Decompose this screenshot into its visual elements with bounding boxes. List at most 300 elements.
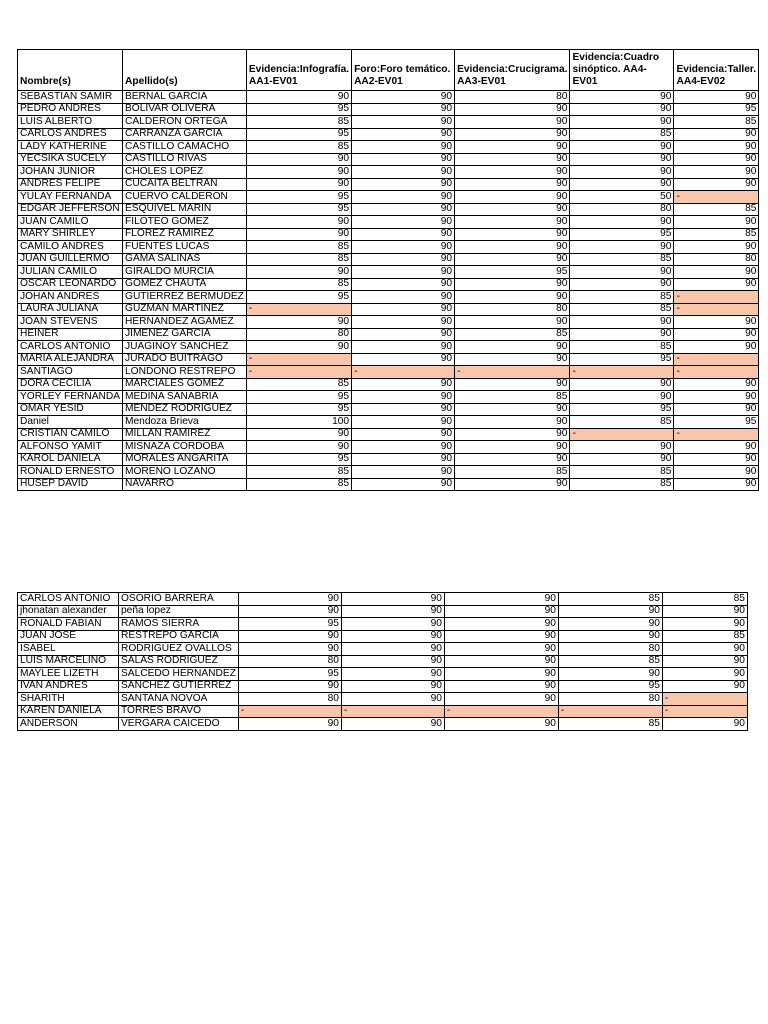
table-row [18, 216, 759, 229]
cell-nombre: KAREN DANIELA [18, 705, 119, 718]
cell-aa4-ev01: 90 [570, 166, 674, 179]
cell-aa2-ev01: 90 [352, 403, 455, 416]
cell-aa4-ev02: 90 [674, 341, 759, 354]
cell-nombre: YECSIKA SUCELY [18, 153, 123, 166]
cell-aa2-ev01: 90 [352, 228, 455, 241]
cell-aa1-ev01: 90 [246, 428, 351, 441]
cell-apellido: SANCHEZ GUTIERREZ [119, 680, 239, 693]
cell-aa4-ev02: 85 [674, 228, 759, 241]
cell-aa4-ev02: 90 [662, 605, 747, 618]
table-row [18, 655, 748, 668]
cell-aa2-ev01: 90 [352, 241, 455, 254]
cell-apellido: CASTILLO CAMACHO [123, 141, 247, 154]
cell-aa2-ev01: - [341, 705, 444, 718]
cell-apellido: RAMOS SIERRA [119, 618, 239, 631]
cell-aa3-ev01: 90 [444, 693, 558, 706]
table-row [18, 718, 748, 731]
cell-apellido: MEDINA SANABRIA [123, 391, 247, 404]
cell-aa1-ev01: 95 [246, 203, 351, 216]
cell-aa4-ev01: 85 [570, 341, 674, 354]
cell-aa1-ev01: 90 [246, 441, 351, 454]
table-row [18, 103, 759, 116]
cell-aa4-ev01: 85 [558, 718, 662, 731]
cell-nombre: HEINER [18, 328, 123, 341]
cell-aa1-ev01: 90 [246, 216, 351, 229]
cell-aa3-ev01: 90 [455, 453, 570, 466]
cell-apellido: CARRANZA GARCIA [123, 128, 247, 141]
cell-aa4-ev02: 90 [674, 453, 759, 466]
cell-apellido: MARCIALES GOMEZ [123, 378, 247, 391]
table-row [18, 478, 759, 491]
cell-aa4-ev01: 90 [570, 391, 674, 404]
table-row [18, 378, 759, 391]
cell-aa4-ev02: 90 [662, 680, 747, 693]
cell-aa4-ev02: - [674, 366, 759, 379]
cell-aa3-ev01: 90 [455, 128, 570, 141]
cell-aa4-ev01: 85 [570, 466, 674, 479]
cell-apellido: NAVARRO [123, 478, 247, 491]
cell-aa2-ev01: 90 [341, 618, 444, 631]
cell-aa1-ev01: 85 [246, 141, 351, 154]
cell-aa1-ev01: 95 [246, 128, 351, 141]
cell-aa3-ev01: 90 [444, 680, 558, 693]
cell-aa3-ev01: 90 [455, 103, 570, 116]
cell-nombre: MARIA ALEJANDRA [18, 353, 123, 366]
cell-nombre: OSCAR LEONARDO [18, 278, 123, 291]
table-row [18, 705, 748, 718]
cell-nombre: JUAN CAMILO [18, 216, 123, 229]
cell-nombre: CRISTIAN CAMILO [18, 428, 123, 441]
table-row [18, 366, 759, 379]
cell-aa1-ev01: 100 [246, 416, 351, 429]
cell-aa1-ev01: 85 [246, 378, 351, 391]
cell-aa4-ev01: 90 [570, 153, 674, 166]
cell-aa2-ev01: 90 [352, 103, 455, 116]
cell-nombre: LADY KATHERINE [18, 141, 123, 154]
cell-apellido: GAMA SALINAS [123, 253, 247, 266]
cell-apellido: JUAGINOY SANCHEZ [123, 341, 247, 354]
cell-aa4-ev01: 90 [558, 605, 662, 618]
cell-aa2-ev01: 90 [352, 478, 455, 491]
cell-aa2-ev01: 90 [352, 141, 455, 154]
cell-aa4-ev02: 90 [674, 278, 759, 291]
cell-aa3-ev01: 90 [455, 478, 570, 491]
table-row [18, 303, 759, 316]
table-row [18, 166, 759, 179]
col-header-aa1-ev01: Evidencia:Infografía. AA1-EV01 [246, 50, 351, 91]
cell-aa1-ev01: 95 [246, 291, 351, 304]
cell-aa4-ev02: 90 [674, 178, 759, 191]
cell-apellido: ESQUIVEL MARIN [123, 203, 247, 216]
cell-nombre: DORA CECILIA [18, 378, 123, 391]
cell-aa1-ev01: - [246, 366, 351, 379]
table-row [18, 328, 759, 341]
cell-aa4-ev01: 80 [558, 643, 662, 656]
cell-aa4-ev02: 85 [662, 593, 747, 606]
cell-aa2-ev01: 90 [352, 441, 455, 454]
cell-aa3-ev01: 90 [455, 141, 570, 154]
cell-aa4-ev01: 50 [570, 191, 674, 204]
table-row [18, 241, 759, 254]
cell-aa4-ev01: - [570, 366, 674, 379]
cell-apellido: peña lopez [119, 605, 239, 618]
cell-aa1-ev01: - [246, 353, 351, 366]
cell-aa4-ev02: 90 [662, 655, 747, 668]
cell-aa3-ev01: 90 [444, 718, 558, 731]
cell-aa2-ev01: - [352, 366, 455, 379]
table-row [18, 153, 759, 166]
cell-aa3-ev01: 90 [455, 241, 570, 254]
cell-aa4-ev01: 90 [570, 328, 674, 341]
cell-aa4-ev01: 85 [558, 593, 662, 606]
cell-apellido: FLOREZ RAMIREZ [123, 228, 247, 241]
grades-table-top [17, 49, 759, 491]
cell-aa2-ev01: 90 [352, 128, 455, 141]
cell-aa1-ev01: 90 [246, 91, 351, 104]
cell-aa4-ev01: 85 [570, 291, 674, 304]
cell-aa2-ev01: 90 [352, 116, 455, 129]
table-row [18, 391, 759, 404]
cell-aa3-ev01: 85 [455, 328, 570, 341]
cell-aa2-ev01: 90 [341, 655, 444, 668]
cell-nombre: JULIAN CAMILO [18, 266, 123, 279]
cell-aa1-ev01: 95 [246, 391, 351, 404]
cell-aa1-ev01: 90 [238, 643, 341, 656]
cell-nombre: EDGAR JEFFERSON [18, 203, 123, 216]
cell-apellido: FUENTES LUCAS [123, 241, 247, 254]
cell-aa4-ev01: 90 [570, 266, 674, 279]
col-header-nombre: Nombre(s) [18, 50, 123, 91]
cell-aa2-ev01: 90 [352, 303, 455, 316]
cell-aa2-ev01: 90 [352, 378, 455, 391]
cell-nombre: JUAN JOSE [18, 630, 119, 643]
cell-aa3-ev01: 90 [455, 253, 570, 266]
cell-aa4-ev01: 90 [570, 103, 674, 116]
cell-aa2-ev01: 90 [352, 191, 455, 204]
cell-aa4-ev02: 90 [674, 241, 759, 254]
cell-aa4-ev01: 85 [558, 655, 662, 668]
cell-aa4-ev01: 90 [570, 241, 674, 254]
cell-aa4-ev02: 90 [662, 718, 747, 731]
table-body-bottom [18, 593, 748, 731]
table-row [18, 266, 759, 279]
table-row [18, 253, 759, 266]
cell-apellido: CHOLES LÓPEZ [123, 166, 247, 179]
table-row [18, 630, 748, 643]
cell-nombre: ISABEL [18, 643, 119, 656]
cell-aa1-ev01: 85 [246, 116, 351, 129]
cell-aa4-ev02: 95 [674, 416, 759, 429]
cell-apellido: OSORIO BARRERA [119, 593, 239, 606]
cell-aa2-ev01: 90 [352, 278, 455, 291]
cell-aa1-ev01: 90 [246, 228, 351, 241]
cell-aa2-ev01: 90 [341, 693, 444, 706]
cell-nombre: Daniel [18, 416, 123, 429]
cell-apellido: GOMEZ CHAUTA [123, 278, 247, 291]
cell-apellido: CUERVO CALDERON [123, 191, 247, 204]
cell-aa4-ev01: 90 [570, 316, 674, 329]
cell-aa3-ev01: 95 [455, 266, 570, 279]
table-row [18, 178, 759, 191]
cell-aa3-ev01: 90 [455, 203, 570, 216]
table-row [18, 668, 748, 681]
cell-aa3-ev01: 80 [455, 91, 570, 104]
cell-apellido: HERNANDEZ AGAMEZ [123, 316, 247, 329]
cell-aa1-ev01: 90 [246, 341, 351, 354]
cell-nombre: YORLEY FERNANDA [18, 391, 123, 404]
cell-aa4-ev02: 90 [662, 618, 747, 631]
cell-aa4-ev01: 85 [570, 416, 674, 429]
cell-aa4-ev02: 80 [674, 253, 759, 266]
cell-aa1-ev01: 95 [238, 618, 341, 631]
table-row [18, 403, 759, 416]
cell-aa2-ev01: 90 [352, 428, 455, 441]
cell-apellido: BERNAL GARCIA [123, 91, 247, 104]
cell-apellido: GUZMAN MARTINEZ [123, 303, 247, 316]
cell-aa2-ev01: 90 [352, 341, 455, 354]
cell-aa3-ev01: 90 [455, 353, 570, 366]
cell-aa4-ev02: 90 [674, 266, 759, 279]
col-header-aa4-ev01: Evidencia:Cuadro sinóptico. AA4-EV01 [570, 50, 674, 91]
cell-apellido: Mendoza Brieva [123, 416, 247, 429]
table-row [18, 91, 759, 104]
cell-nombre: PEDRO ANDRÉS [18, 103, 123, 116]
cell-aa4-ev01: - [558, 705, 662, 718]
table-row [18, 353, 759, 366]
cell-aa3-ev01: 90 [455, 216, 570, 229]
cell-nombre: LUIS ALBERTO [18, 116, 123, 129]
table-row [18, 278, 759, 291]
cell-nombre: SANTIAGO [18, 366, 123, 379]
cell-aa3-ev01: 90 [455, 228, 570, 241]
cell-nombre: IVAN ANDRES [18, 680, 119, 693]
cell-aa4-ev02: 90 [674, 141, 759, 154]
table-row [18, 341, 759, 354]
table-row [18, 593, 748, 606]
cell-aa2-ev01: 90 [352, 216, 455, 229]
cell-apellido: BOLÍVAR OLIVERA [123, 103, 247, 116]
cell-nombre: CARLOS ANTONIO [18, 593, 119, 606]
cell-aa3-ev01: - [455, 366, 570, 379]
cell-apellido: MISNAZA CORDOBA [123, 441, 247, 454]
cell-aa2-ev01: 90 [341, 680, 444, 693]
cell-aa3-ev01: 90 [455, 116, 570, 129]
cell-aa4-ev02: 90 [674, 403, 759, 416]
cell-aa1-ev01: 85 [246, 241, 351, 254]
cell-aa1-ev01: 95 [246, 403, 351, 416]
cell-aa4-ev02: 90 [674, 153, 759, 166]
cell-aa4-ev01: 95 [570, 228, 674, 241]
cell-apellido: LONDOÑO RESTREPO [123, 366, 247, 379]
cell-aa3-ev01: 90 [455, 428, 570, 441]
cell-aa2-ev01: 90 [352, 91, 455, 104]
cell-aa2-ev01: 90 [352, 328, 455, 341]
cell-aa3-ev01: 90 [455, 166, 570, 179]
table-row [18, 428, 759, 441]
cell-aa4-ev02: 90 [674, 441, 759, 454]
cell-aa1-ev01: 80 [238, 693, 341, 706]
cell-nombre: RONALD FABIAN [18, 618, 119, 631]
cell-aa1-ev01: 90 [238, 630, 341, 643]
col-header-aa3-ev01: Evidencia:Crucigrama. AA3-EV01 [455, 50, 570, 91]
cell-aa3-ev01: 80 [455, 303, 570, 316]
cell-apellido: CASTILLO RIVAS [123, 153, 247, 166]
cell-aa4-ev02: 90 [674, 166, 759, 179]
cell-aa4-ev02: - [674, 303, 759, 316]
cell-aa2-ev01: 90 [341, 718, 444, 731]
cell-aa4-ev02: 90 [662, 668, 747, 681]
cell-nombre: KAROL DANIELA [18, 453, 123, 466]
table-row [18, 453, 759, 466]
cell-aa3-ev01: 90 [455, 291, 570, 304]
cell-aa1-ev01: 95 [246, 191, 351, 204]
cell-aa4-ev02: 85 [674, 203, 759, 216]
cell-aa1-ev01: 90 [238, 605, 341, 618]
table-row [18, 228, 759, 241]
cell-nombre: OMAR YESID [18, 403, 123, 416]
cell-aa1-ev01: 90 [238, 593, 341, 606]
table-row [18, 191, 759, 204]
cell-aa1-ev01: 80 [238, 655, 341, 668]
table-row [18, 693, 748, 706]
cell-aa1-ev01: 90 [246, 166, 351, 179]
cell-aa2-ev01: 90 [341, 630, 444, 643]
cell-aa3-ev01: 90 [444, 618, 558, 631]
cell-aa1-ev01: 90 [246, 266, 351, 279]
cell-apellido: TORRES BRAVO [119, 705, 239, 718]
cell-apellido: GIRALDO MURCIA [123, 266, 247, 279]
cell-nombre: CAMILO ANDRES [18, 241, 123, 254]
cell-apellido: CALDERON ORTEGA [123, 116, 247, 129]
cell-aa4-ev01: 90 [558, 668, 662, 681]
col-header-aa4-ev02: Evidencia:Taller. AA4-EV02 [674, 50, 759, 91]
cell-aa3-ev01: 90 [455, 403, 570, 416]
cell-apellido: VERGARA CAICEDO [119, 718, 239, 731]
table-row [18, 316, 759, 329]
table-row [18, 618, 748, 631]
cell-nombre: SEBASTIAN SAMIR [18, 91, 123, 104]
table-row [18, 291, 759, 304]
cell-aa4-ev02: 85 [662, 630, 747, 643]
cell-aa4-ev02: 90 [674, 391, 759, 404]
cell-aa3-ev01: 90 [455, 441, 570, 454]
cell-nombre: ALFONSO YAMIT [18, 441, 123, 454]
cell-apellido: RESTREPO GARCIA [119, 630, 239, 643]
cell-nombre: MAYLEE LIZETH [18, 668, 119, 681]
cell-aa4-ev02: 90 [674, 316, 759, 329]
cell-aa1-ev01: 90 [246, 153, 351, 166]
cell-aa4-ev01: 90 [570, 116, 674, 129]
cell-aa1-ev01: 90 [238, 680, 341, 693]
table-row [18, 466, 759, 479]
cell-aa4-ev02: 90 [674, 328, 759, 341]
cell-aa4-ev01: 85 [570, 303, 674, 316]
cell-aa4-ev01: 90 [570, 378, 674, 391]
cell-apellido: SANTANA NOVOA [119, 693, 239, 706]
cell-aa1-ev01: 95 [246, 103, 351, 116]
cell-apellido: SALAS RODRIGUEZ [119, 655, 239, 668]
cell-aa3-ev01: 85 [455, 391, 570, 404]
cell-nombre: LAURA JULIANA [18, 303, 123, 316]
cell-aa3-ev01: 90 [444, 655, 558, 668]
cell-aa2-ev01: 90 [352, 203, 455, 216]
grades-table-bottom [17, 592, 748, 731]
cell-aa3-ev01: 90 [455, 416, 570, 429]
table-row [18, 643, 748, 656]
cell-apellido: MENDEZ RODRIGUEZ [123, 403, 247, 416]
cell-aa3-ev01: 90 [455, 153, 570, 166]
cell-aa4-ev01: 90 [570, 91, 674, 104]
cell-nombre: RONALD ERNESTO [18, 466, 123, 479]
cell-aa3-ev01: 85 [455, 466, 570, 479]
cell-nombre: LUIS MARCELINO [18, 655, 119, 668]
cell-aa4-ev01: 85 [570, 253, 674, 266]
cell-nombre: CARLOS ANTONIO [18, 341, 123, 354]
cell-aa2-ev01: 90 [352, 266, 455, 279]
cell-nombre: ANDERSON [18, 718, 119, 731]
cell-aa2-ev01: 90 [341, 668, 444, 681]
cell-aa1-ev01: 90 [246, 178, 351, 191]
cell-aa1-ev01: 85 [246, 478, 351, 491]
cell-nombre: HUSEP DAVID [18, 478, 123, 491]
cell-aa4-ev01: 85 [570, 128, 674, 141]
cell-aa4-ev01: 85 [570, 478, 674, 491]
cell-aa4-ev01: 90 [558, 618, 662, 631]
cell-aa2-ev01: 90 [341, 605, 444, 618]
cell-aa4-ev01: 95 [570, 403, 674, 416]
cell-aa1-ev01: 85 [246, 253, 351, 266]
cell-aa1-ev01: 90 [238, 718, 341, 731]
cell-aa4-ev01: 80 [570, 203, 674, 216]
cell-aa4-ev02: 90 [674, 128, 759, 141]
cell-aa2-ev01: 90 [352, 178, 455, 191]
cell-nombre: JOHAN ANDRES [18, 291, 123, 304]
cell-aa4-ev02: 90 [674, 466, 759, 479]
cell-aa2-ev01: 90 [352, 391, 455, 404]
cell-aa2-ev01: 90 [352, 353, 455, 366]
cell-nombre: SHARITH [18, 693, 119, 706]
cell-nombre: ANDRES FELIPE [18, 178, 123, 191]
cell-aa4-ev01: 90 [570, 441, 674, 454]
cell-aa4-ev01: 90 [570, 453, 674, 466]
cell-aa2-ev01: 90 [352, 166, 455, 179]
cell-aa4-ev01: 80 [558, 693, 662, 706]
table-row [18, 605, 748, 618]
cell-aa3-ev01: 90 [444, 630, 558, 643]
cell-aa4-ev02: - [674, 353, 759, 366]
cell-aa4-ev01: 95 [570, 353, 674, 366]
cell-aa1-ev01: 90 [246, 316, 351, 329]
cell-aa4-ev02: 90 [674, 378, 759, 391]
cell-aa4-ev01: - [570, 428, 674, 441]
cell-aa1-ev01: - [238, 705, 341, 718]
col-header-aa2-ev01: Foro:Foro temático. AA2-EV01 [352, 50, 455, 91]
cell-nombre: JUAN GUILLERMO [18, 253, 123, 266]
cell-aa4-ev01: 90 [570, 141, 674, 154]
cell-aa2-ev01: 90 [352, 416, 455, 429]
cell-aa4-ev01: 90 [570, 216, 674, 229]
col-header-apellido: Apellido(s) [123, 50, 247, 91]
cell-aa1-ev01: 85 [246, 466, 351, 479]
table-body-top [18, 91, 759, 491]
cell-aa3-ev01: 90 [455, 191, 570, 204]
cell-aa4-ev02: 90 [674, 478, 759, 491]
cell-aa4-ev01: 95 [558, 680, 662, 693]
cell-nombre: jhonatan alexander [18, 605, 119, 618]
cell-aa2-ev01: 90 [352, 291, 455, 304]
cell-aa1-ev01: 95 [238, 668, 341, 681]
cell-aa1-ev01: 85 [246, 278, 351, 291]
